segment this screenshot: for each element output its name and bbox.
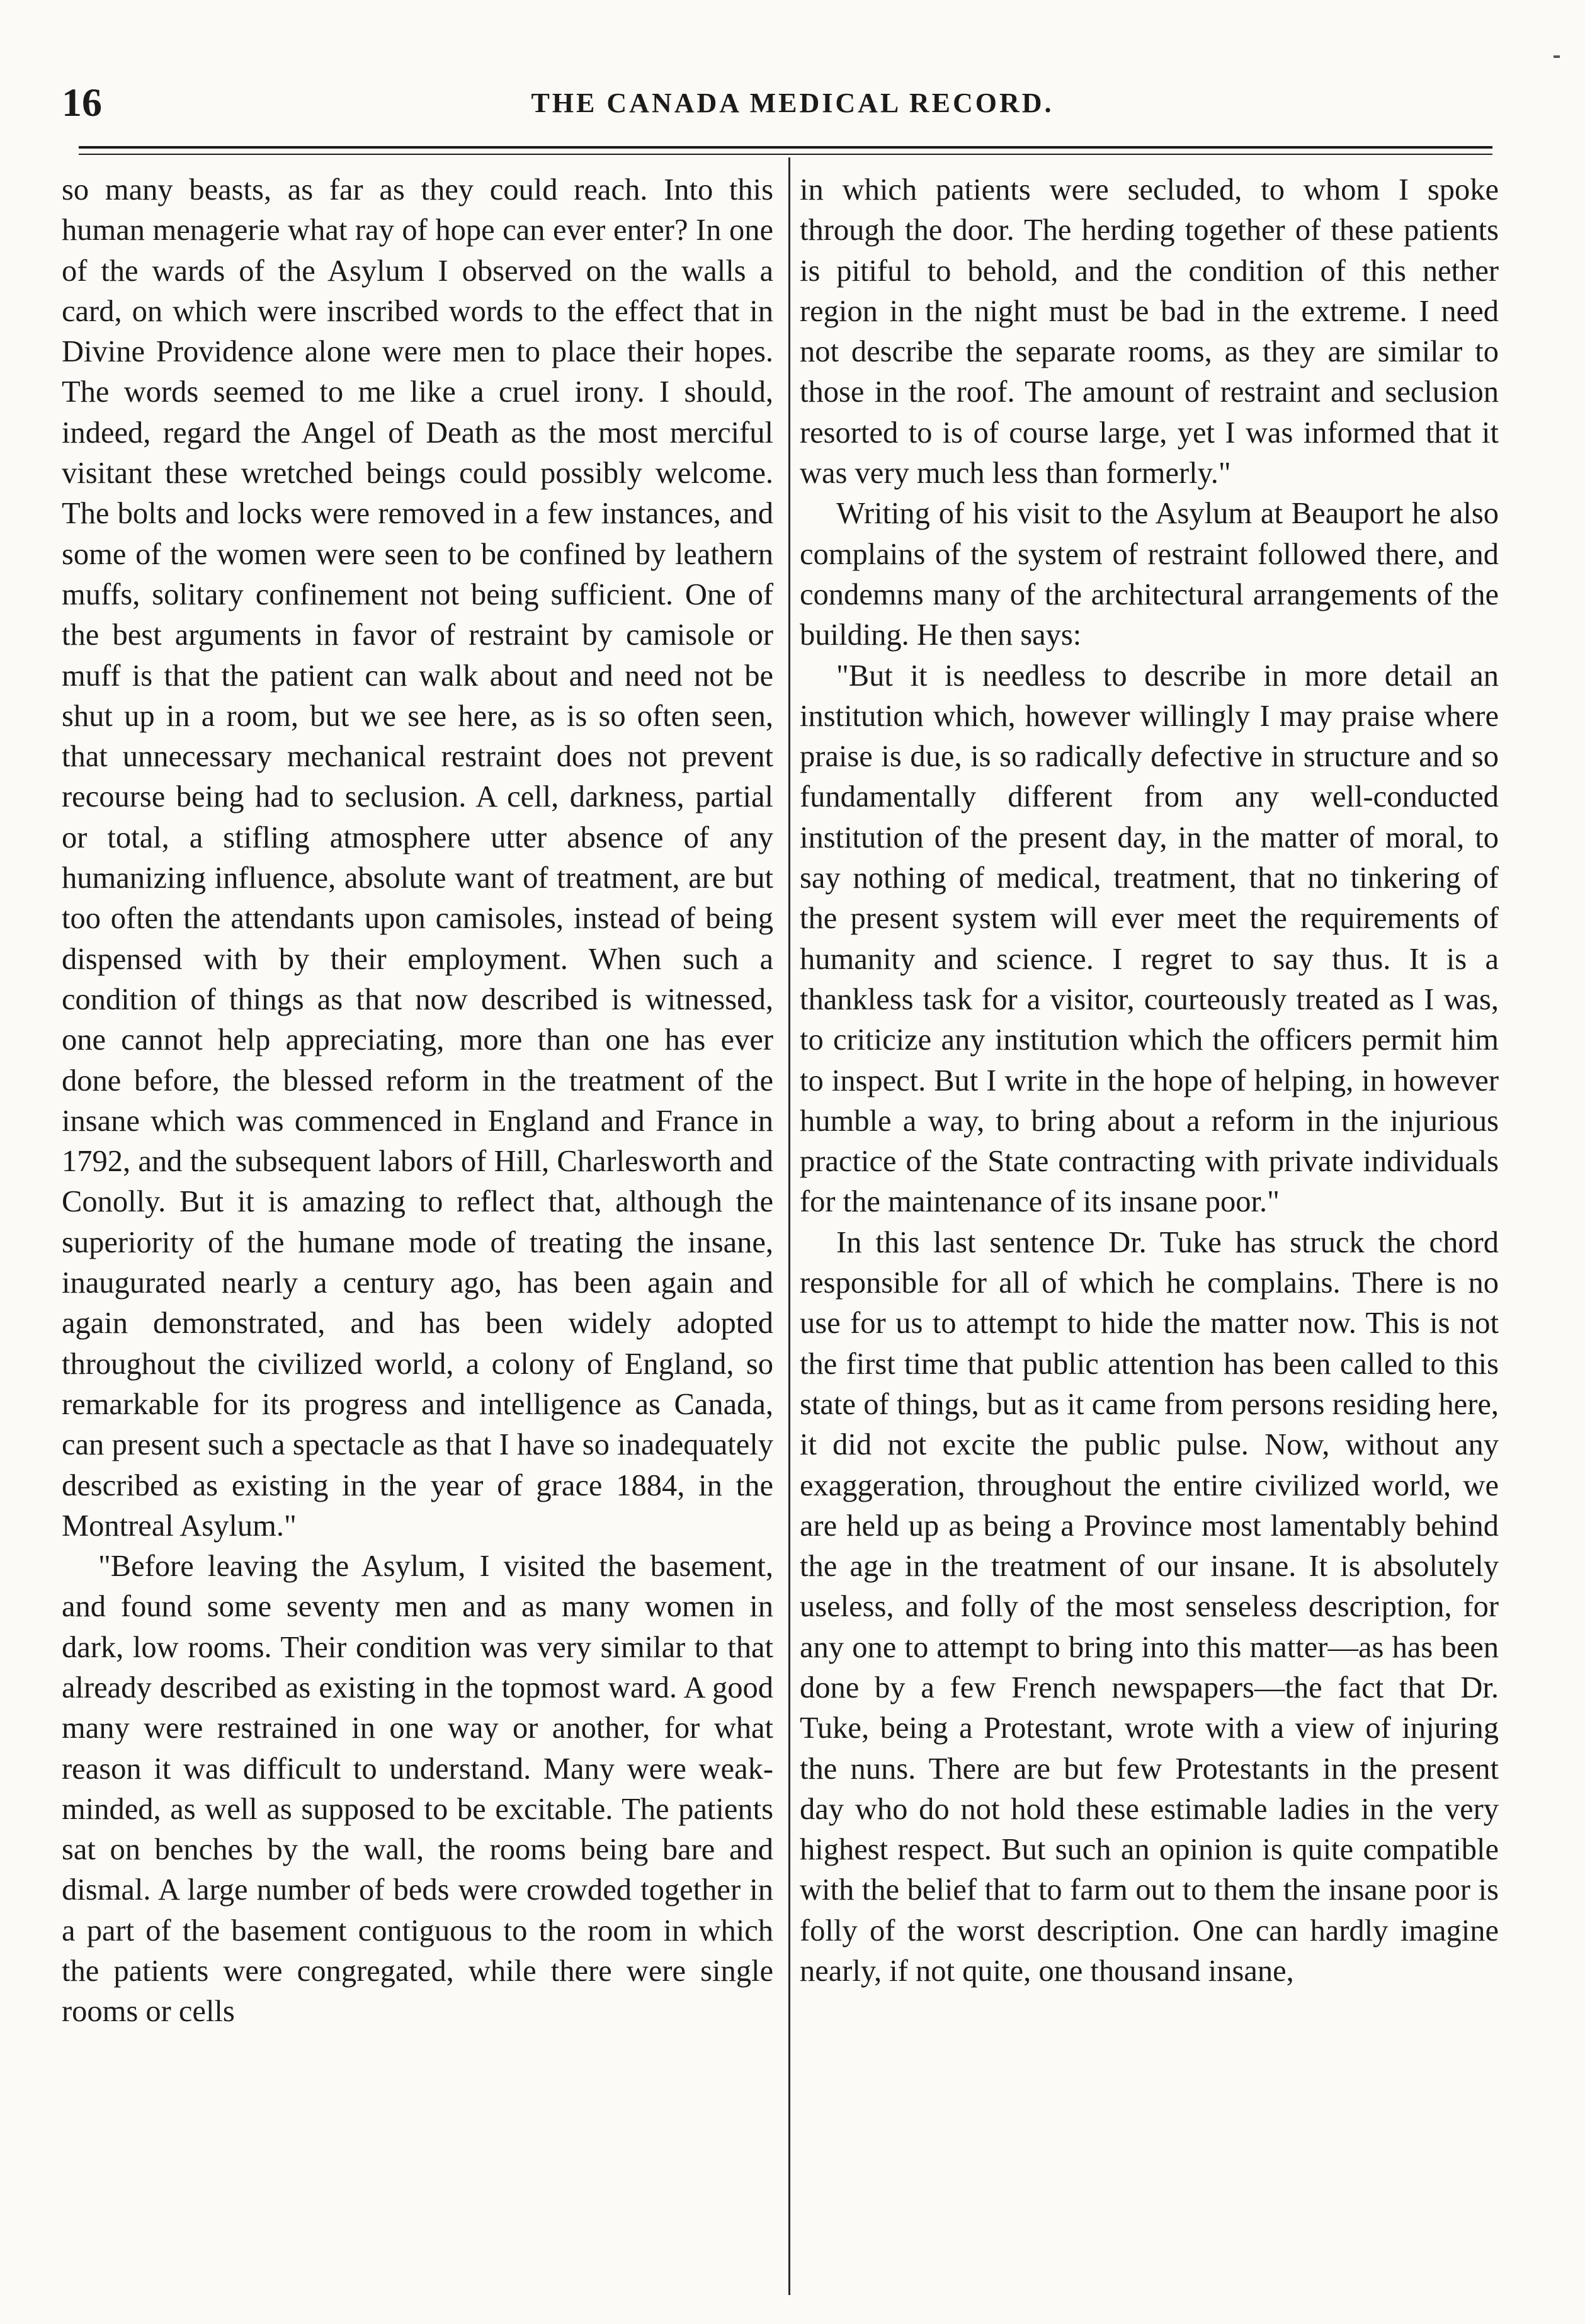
right-column: [800, 170, 1499, 2292]
right-paragraph-4: In this last sentence Dr. Tuke has struck the chord responsible for all of which he complains. There is no use for us to attempt to hide the matter now. This is not the first time that public attention has been called to this state of things, but as it came from persons residing here, it did not excite the public pulse. Now, without any exaggeration, throughout the entire civilized world, we are held up as being a Province most lamentably behind the age in the treatment of our insane. It is absolutely useless, and folly of the most senseless description, for any one to attempt to bring into this matter—as has been done by a few French newspapers—the fact that Dr. Tuke, being a Protestant, wrote with a view of injuring the nuns. There are but few Protestants in the present day who do not hold these estimable ladies in the very highest respect. But such an opinion is quite compatible with the belief that to farm out to them the insane poor is folly of the worst description. One can hardly imagine nearly, if not quite, one thousand insane,: [800, 1225, 1499, 1988]
left-column: [62, 170, 773, 2292]
left-paragraph-1: so many beasts, as far as they could reach. Into this human menagerie what ray of hope can ever enter? In one of the wards of the Asylum I observed on the walls a card, on which were inscribed words to the effect that in Divine Providence alone were men to place their hopes. The words seemed to me like a cruel irony. I should, indeed, regard the Angel of Death as the most merciful visitant these wretched beings could possibly welcome. The bolts and locks were removed in a few instances, and some of the women were seen to be confined by leathern muffs, solitary confinement not being sufficient. One of the best arguments in favor of restraint by camisole or muff is that the patient can walk about and need not be shut up in a room, but we see here, as is so often seen, that unnecessary mechanical restraint does not prevent recourse being had to seclusion. A cell, darkness, partial or total, a stifling atmosphere utter absence of any humanizing influence, absolute want of treatment, are but too often the attendants upon camisoles, instead of being dispensed with by their employment. When such a condition of things as that now described is witnessed, one cannot help appreciating, more than one has ever done before, the blessed reform in the treatment of the insane which was commenced in England and France in 1792, and the subsequent labors of Hill, Charlesworth and Conolly. But it is amazing to reflect that, although the superiority of the humane mode of treating the insane, inaugurated nearly a century ago, has been again and again demonstrated, and has been widely adopted throughout the civilized world, a colony of England, so remarkable for its progress and intelligence as Canada, can present such a spectacle as that I have so inadequately described as existing in the year of grace 1884, in the Montreal Asylum.": [62, 173, 773, 1543]
running-header: [0, 74, 1585, 131]
right-paragraph-2: Writing of his visit to the Asylum at Beauport he also complains of the system of restraint followed there, and condemns many of the architectural arrangements of the building. He then says:: [800, 497, 1499, 652]
header-rule-thin: [79, 154, 1492, 155]
left-paragraph-2: "Before leaving the Asylum, I visited the basement, and found some seventy men and as many women in dark, low rooms. Their condition was very similar to that already described as existing in the topmost ward. A good many were restrained in one way or another, for what reason it was difficult to understand. Many were weak-minded, as well as supposed to be excitable. The patients sat on benches by the wall, the rooms being bare and dismal. A large number of beds were crowded together in a part of the basement contiguous to the room in which the patients were congregated, while there were single rooms or cells: [62, 1550, 773, 2029]
journal-title: THE CANADA MEDICAL RECORD.: [531, 88, 1054, 118]
right-paragraph-1: in which patients were secluded, to whom I spoke through the door. The herding together of these patients is pitiful to behold, and the condition of this nether region in the night must be bad in the extreme. I need not describe the separate rooms, as they are similar to those in the roof. The amount of restraint and seclusion resorted to is of course large, yet I was informed that it was very much less than formerly.": [800, 173, 1499, 490]
column-divider: [788, 157, 790, 2295]
page-edge-mark: [1554, 55, 1560, 58]
right-paragraph-3: "But it is needless to describe in more detail an institution which, however willingly I may praise where praise is due, is so radically defective in structure and so fundamentally different from any well-conducted institution of the present day, in the matter of moral, to say nothing of medical, treatment, that no tinkering of the present system will ever meet the requirements of humanity and science. I regret to say thus. It is a thankless task for a visitor, courteously treated as I was, to criticize any institution which the officers permit him to inspect. But I write in the hope of helping, in however humble a way, to bring about a reform in the injurious practice of the State contracting with private individuals for the maintenance of its insane poor.": [800, 659, 1499, 1219]
header-rule-thick: [79, 146, 1492, 149]
page-number: 16: [62, 80, 102, 125]
